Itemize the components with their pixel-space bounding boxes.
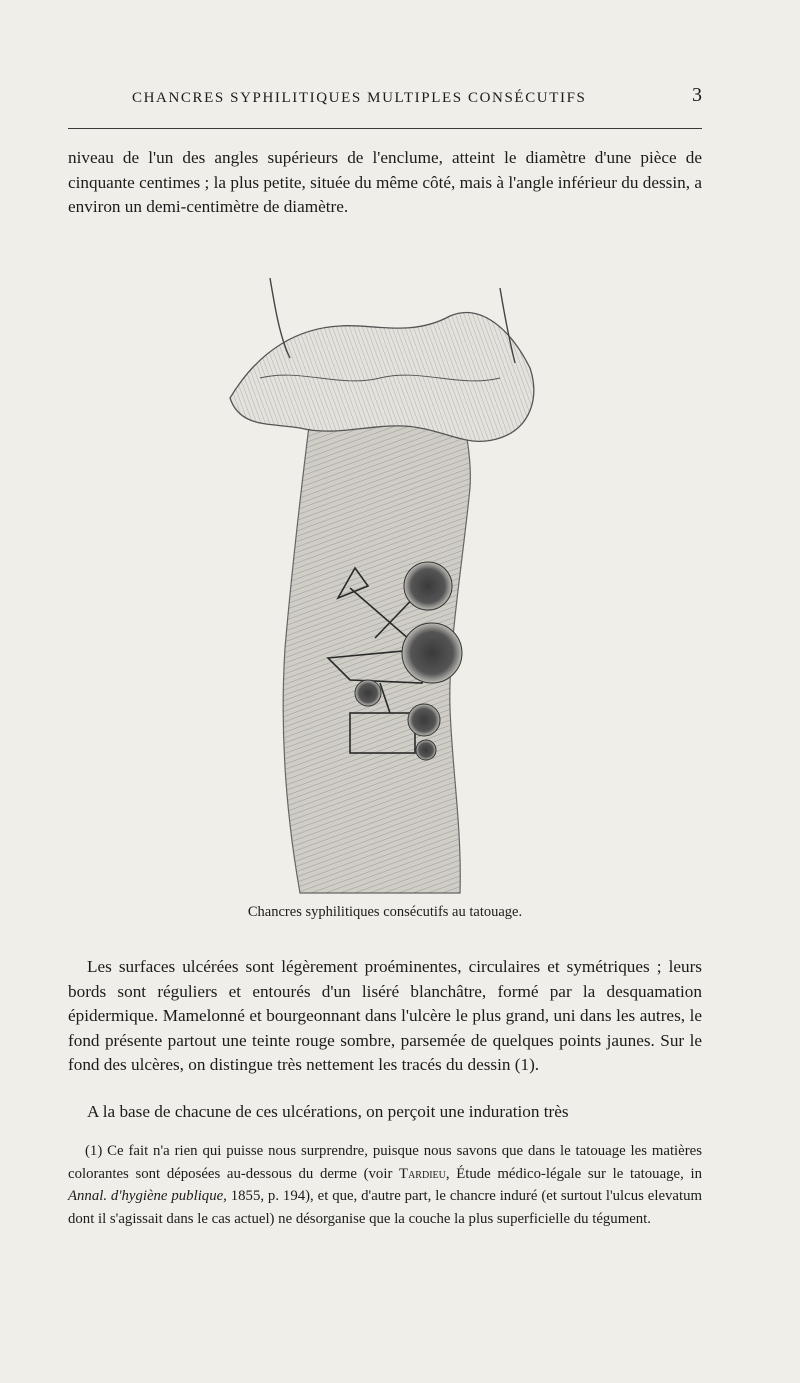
footnote-text-3: , 1855, p. 194), et que, d'autre part, le chancre induré (et surtout l'ulcus elevatum dont il s'agissait dans le cas actuel) ne désorganise que la couche la plus superficielle du tégument. <box>68 1188 702 1227</box>
footnote-journal: Annal. d'hygiène publique <box>68 1188 224 1205</box>
illustration-tattooed-arm <box>200 268 560 898</box>
paragraph-2: Les surfaces ulcérées sont légèrement proéminentes, circulaires et symétriques ; leurs bords sont réguliers et entourés d'un liséré blanchâtre, formé par la desquamation épidermique. Mamelonné et bourgeonnant dans l'ulcère le plus grand, uni dans les autres, le fond présente partout une teinte rouge sombre, parsemée de quelques points jaunes. Sur le fond des ulcères, on distingue très nettement les tracés du dessin (1). <box>68 957 702 1074</box>
paragraph-3: A la base de chacune de ces ulcérations, on perçoit une induration très <box>87 1102 569 1121</box>
figure-caption: Chancres syphilitiques consécutifs au tatouage. <box>247 904 523 920</box>
page-number: 3 <box>692 84 702 106</box>
footnote-text-1: (1) Ce fait n'a rien qui puisse nous surprendre, puisque nous savons que dans le tatouage les matières colorantes sont déposées au-dessous du derme (voir <box>68 1143 702 1182</box>
header-rule <box>68 128 702 129</box>
running-title: CHANCRES SYPHILITIQUES MULTIPLES CONSÉCUTIFS <box>132 90 587 106</box>
footnote-author: Tardieu <box>399 1165 446 1182</box>
footnote <box>68 1140 702 1230</box>
paragraph-1: niveau de l'un des angles supérieurs de l'enclume, atteint le diamètre d'une pièce de cinquante centimes ; la plus petite, située du même côté, mais à l'angle inférieur du dessin, a environ un demi-centimètre de diamètre. <box>68 148 702 216</box>
footnote-text-2: , Étude médico-légale sur le tatouage, in <box>445 1165 702 1182</box>
